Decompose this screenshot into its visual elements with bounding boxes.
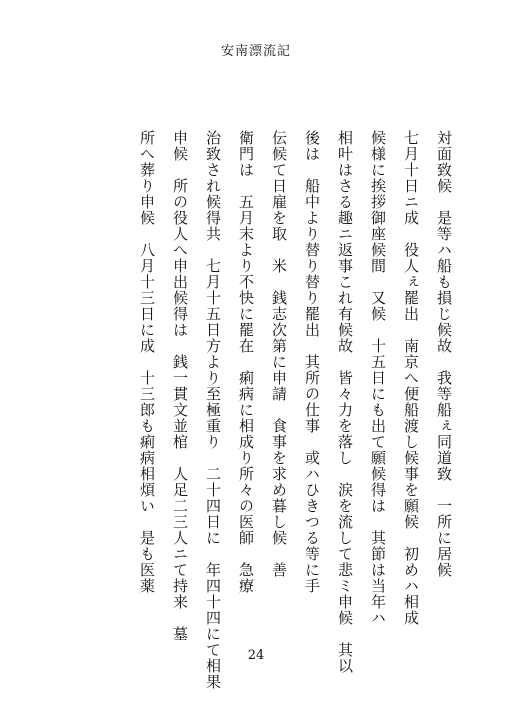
text-column: 候様に挨拶御座候間 又候 十五日にも出て願候得は 其節は当年ハ	[369, 130, 387, 626]
text-column: 衛門は 五月末より不快に罷在 痢病に相成り所々の医師 急療	[237, 130, 255, 594]
text-column: 伝候て日雇を取 米 銭志次第に申請 食事を求め暮し候 善	[270, 130, 288, 578]
text-column: 所へ葬り申候 八月十三日に成 十三郎も痢病相煩い 是も医薬	[138, 130, 156, 594]
text-column: 申候 所の役人へ申出候得は 銭一貫文並棺 人足二三人ニて持来 墓	[171, 130, 189, 642]
page-header-title: 安南漂流記	[220, 44, 291, 59]
text-column: 対面致候 是等ハ船も損じ候故 我等船ぇ同道致 一所に居候	[435, 130, 453, 578]
text-column: 七月十日ニ成 役人ぇ罷出 南京へ便船渡し候事を願候 初めハ相成	[402, 130, 420, 626]
text-column: 治致され候得共 七月十五日方より至極重り 二十四日に 年四十四にて相果	[204, 130, 222, 690]
page-number: 24	[247, 648, 265, 663]
text-column: 後は 船中より替り替り罷出 其所の仕事 或ハひきつる等に手	[303, 130, 321, 594]
text-column: 相叶はさる趣ニ返事これ有候故 皆々力を落し 涙を流して悲ミ申候 其以	[336, 130, 354, 674]
